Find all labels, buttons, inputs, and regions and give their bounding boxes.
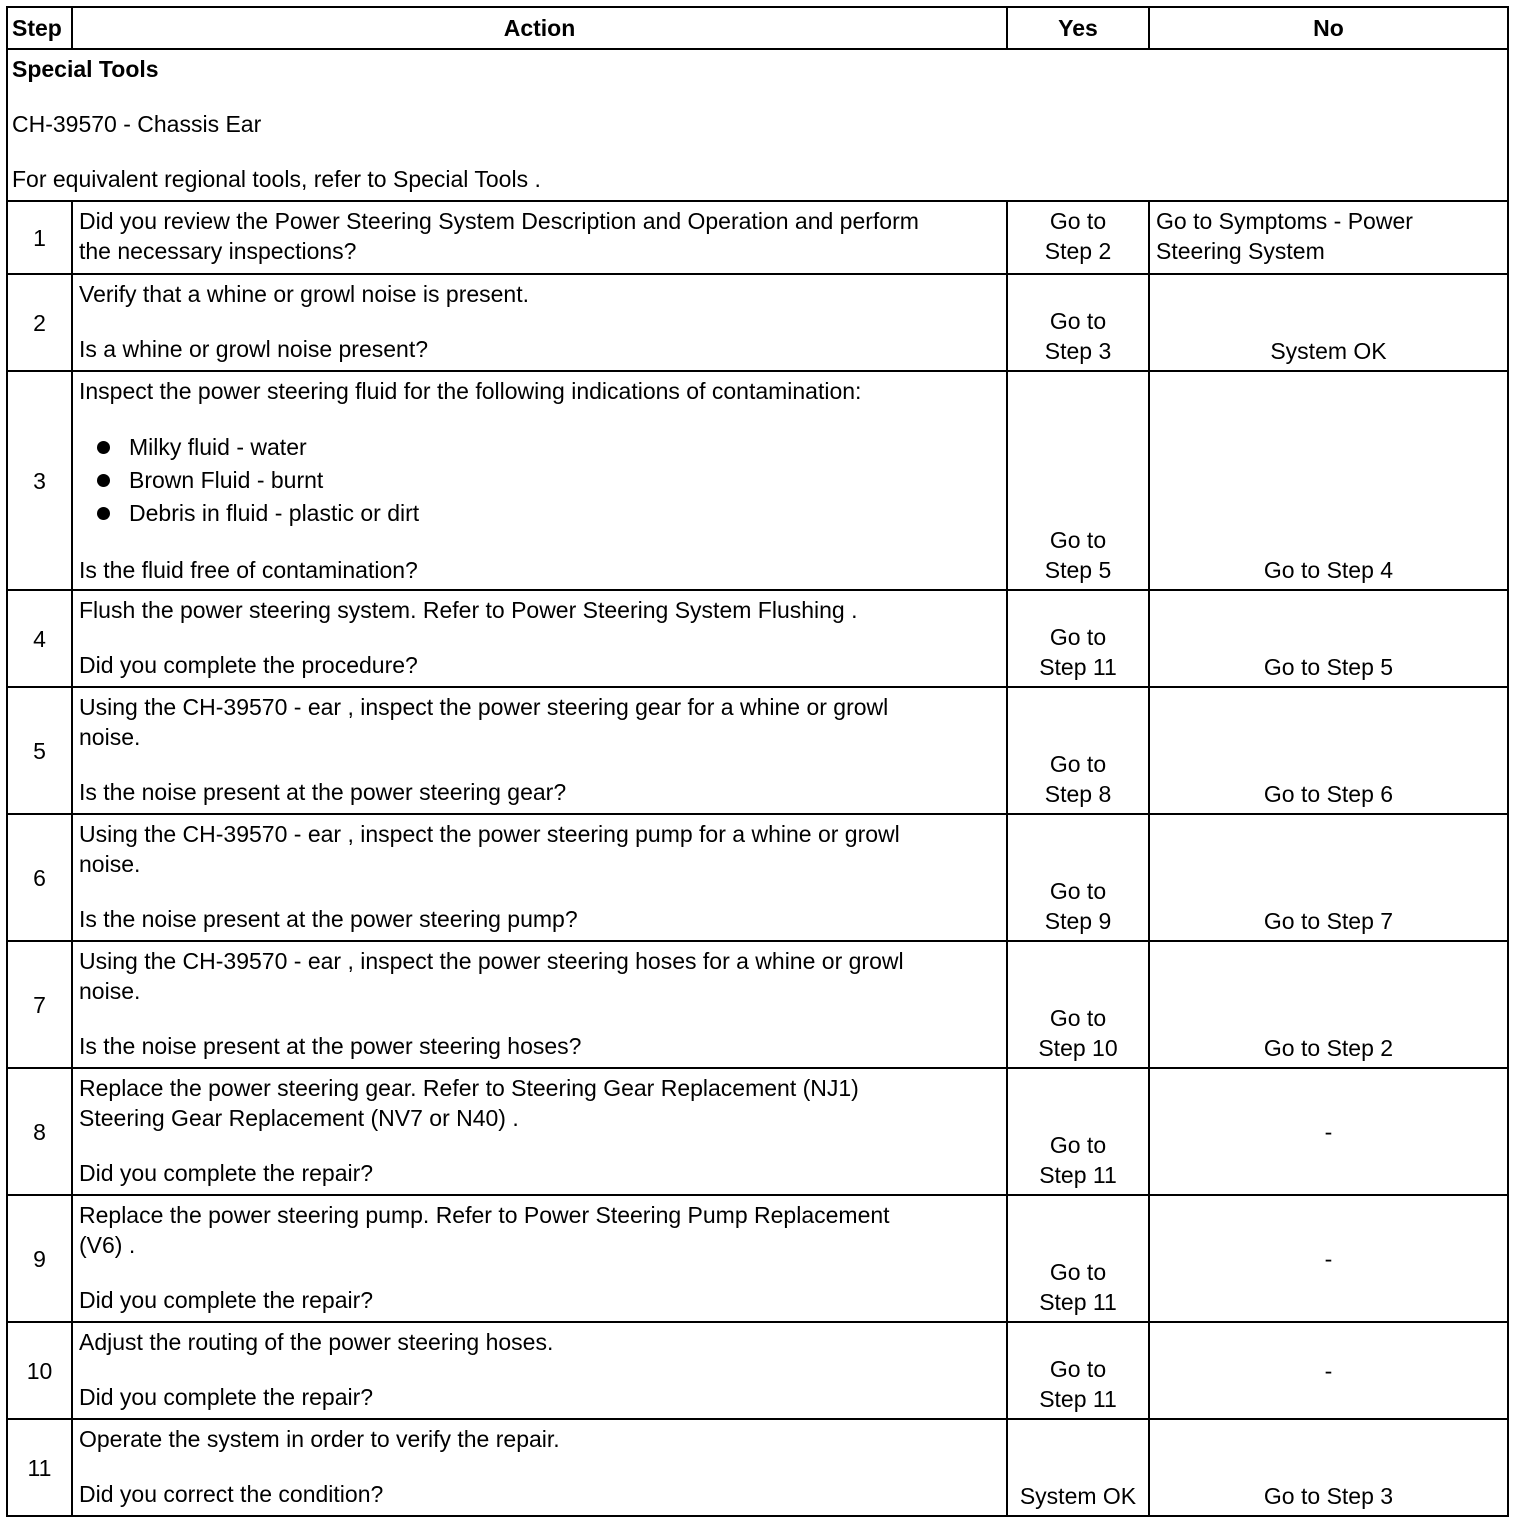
no-cell xyxy=(1149,590,1508,687)
no-text: System OK xyxy=(1270,338,1387,364)
table-row xyxy=(7,1068,1508,1195)
yes-text: Step 11 xyxy=(1039,1162,1117,1188)
no-cell xyxy=(1149,1322,1508,1419)
no-cell xyxy=(1149,371,1508,590)
action-question: Did you correct the condition? xyxy=(79,1481,384,1507)
no-text: Go to Step 2 xyxy=(1263,1035,1394,1061)
yes-cell xyxy=(1007,1419,1149,1516)
yes-text: Step 9 xyxy=(1044,908,1112,934)
table-row xyxy=(7,201,1508,274)
action-question: Did you complete the repair? xyxy=(79,1160,374,1186)
action-cell xyxy=(72,687,1007,814)
step-number: 1 xyxy=(7,201,72,274)
action-text: Using the CH-39570 - ear , inspect the power steering hoses for a whine or growl xyxy=(79,948,904,974)
yes-text: Go to xyxy=(1049,208,1107,234)
no-cell xyxy=(1149,1068,1508,1195)
table-row xyxy=(7,1419,1508,1516)
list-item xyxy=(95,431,1000,464)
yes-text: System OK xyxy=(1019,1483,1137,1509)
list-item-text: Milky fluid - water xyxy=(129,434,307,460)
diagnostic-table xyxy=(6,6,1509,1517)
special-tools-item: CH-39570 - Chassis Ear xyxy=(12,111,262,137)
action-text: Steering Gear Replacement (NV7 or N40) . xyxy=(79,1105,519,1131)
action-text: Replace the power steering pump. Refer to Power Steering Pump Replacement xyxy=(79,1202,890,1228)
yes-cell xyxy=(1007,1068,1149,1195)
bullet-icon xyxy=(97,441,110,454)
yes-text: Step 11 xyxy=(1039,1289,1117,1315)
no-text: Steering System xyxy=(1156,238,1325,264)
no-cell xyxy=(1149,201,1508,274)
action-text: Adjust the routing of the power steering hoses. xyxy=(79,1329,554,1355)
action-text: (V6) . xyxy=(79,1232,136,1258)
table-row xyxy=(7,1195,1508,1322)
header-no: No xyxy=(1149,7,1508,49)
contamination-list xyxy=(79,431,1000,530)
action-text: noise. xyxy=(79,851,141,877)
step-number: 3 xyxy=(7,371,72,590)
yes-text: Step 11 xyxy=(1039,654,1117,680)
action-cell xyxy=(72,590,1007,687)
list-item xyxy=(95,464,1000,497)
action-cell xyxy=(72,274,1007,371)
action-question: Is the noise present at the power steering hoses? xyxy=(79,1033,582,1059)
yes-text: Step 3 xyxy=(1044,338,1112,364)
yes-text: Step 10 xyxy=(1038,1035,1118,1061)
table-row xyxy=(7,687,1508,814)
yes-text: Go to xyxy=(1049,1356,1107,1382)
action-text: Did you review the Power Steering System Description and Operation and perform xyxy=(79,208,919,234)
header-action: Action xyxy=(72,7,1007,49)
special-tools-title: Special Tools xyxy=(12,56,159,82)
yes-text: Go to xyxy=(1049,878,1107,904)
special-tools-note: For equivalent regional tools, refer to Special Tools . xyxy=(12,166,541,192)
action-cell xyxy=(72,1419,1007,1516)
list-item-text: Brown Fluid - burnt xyxy=(129,467,324,493)
step-number: 4 xyxy=(7,590,72,687)
bullet-icon xyxy=(97,474,110,487)
special-tools-row xyxy=(7,49,1508,201)
header-row xyxy=(7,7,1508,49)
no-cell xyxy=(1149,1419,1508,1516)
step-number: 10 xyxy=(7,1322,72,1419)
table-row xyxy=(7,941,1508,1068)
no-cell xyxy=(1149,941,1508,1068)
no-cell xyxy=(1149,1195,1508,1322)
table-row xyxy=(7,1322,1508,1419)
action-question: Did you complete the repair? xyxy=(79,1384,374,1410)
list-item-text: Debris in fluid - plastic or dirt xyxy=(129,500,420,526)
yes-text: Go to xyxy=(1049,1005,1107,1031)
action-text: noise. xyxy=(79,978,141,1004)
no-text: Go to Step 7 xyxy=(1263,908,1394,934)
action-text: Flush the power steering system. Refer to Power Steering System Flushing . xyxy=(79,597,858,623)
no-text: Go to Step 6 xyxy=(1263,781,1394,807)
table-row xyxy=(7,274,1508,371)
table-row xyxy=(7,371,1508,590)
yes-cell xyxy=(1007,201,1149,274)
action-cell xyxy=(72,1068,1007,1195)
step-number: 11 xyxy=(7,1419,72,1516)
action-cell xyxy=(72,201,1007,274)
table-row xyxy=(7,590,1508,687)
step-number: 9 xyxy=(7,1195,72,1322)
action-cell xyxy=(72,371,1007,590)
action-cell xyxy=(72,1195,1007,1322)
step-number: 8 xyxy=(7,1068,72,1195)
action-question: Is the fluid free of contamination? xyxy=(79,557,418,583)
yes-cell xyxy=(1007,941,1149,1068)
yes-text: Go to xyxy=(1049,1132,1107,1158)
header-yes: Yes xyxy=(1007,7,1149,49)
no-text: - xyxy=(1324,1357,1333,1384)
no-text: Go to Step 4 xyxy=(1263,557,1394,583)
no-cell xyxy=(1149,274,1508,371)
action-text: Using the CH-39570 - ear , inspect the power steering gear for a whine or growl xyxy=(79,694,889,720)
yes-text: Step 2 xyxy=(1044,238,1112,264)
step-number: 7 xyxy=(7,941,72,1068)
step-number: 6 xyxy=(7,814,72,941)
special-tools-cell xyxy=(7,49,1508,201)
step-number: 2 xyxy=(7,274,72,371)
action-text: Replace the power steering gear. Refer to Steering Gear Replacement (NJ1) xyxy=(79,1075,859,1101)
yes-cell xyxy=(1007,1322,1149,1419)
action-cell xyxy=(72,1322,1007,1419)
yes-cell xyxy=(1007,687,1149,814)
yes-text: Go to xyxy=(1049,527,1107,553)
yes-cell xyxy=(1007,590,1149,687)
action-text: Inspect the power steering fluid for the following indications of contamination: xyxy=(79,378,862,404)
step-number: 5 xyxy=(7,687,72,814)
action-question: Is the noise present at the power steering pump? xyxy=(79,906,578,932)
list-item xyxy=(95,497,1000,530)
action-text: noise. xyxy=(79,724,141,750)
yes-cell xyxy=(1007,371,1149,590)
no-cell xyxy=(1149,814,1508,941)
no-text: - xyxy=(1324,1245,1333,1272)
header-step: Step xyxy=(7,7,72,49)
no-text: Go to Step 3 xyxy=(1263,1483,1394,1509)
yes-text: Go to xyxy=(1049,624,1107,650)
action-text: Using the CH-39570 - ear , inspect the power steering pump for a whine or growl xyxy=(79,821,900,847)
action-question: Is the noise present at the power steering gear? xyxy=(79,779,567,805)
action-cell xyxy=(72,941,1007,1068)
yes-cell xyxy=(1007,274,1149,371)
action-question: Did you complete the procedure? xyxy=(79,652,418,678)
no-cell xyxy=(1149,687,1508,814)
yes-text: Step 5 xyxy=(1044,557,1112,583)
yes-cell xyxy=(1007,814,1149,941)
no-text: - xyxy=(1324,1118,1333,1145)
table-row xyxy=(7,814,1508,941)
bullet-icon xyxy=(97,507,110,520)
action-text: the necessary inspections? xyxy=(79,238,357,264)
yes-text: Go to xyxy=(1049,751,1107,777)
no-text: Go to Symptoms - Power xyxy=(1156,208,1413,234)
no-text: Go to Step 5 xyxy=(1263,654,1394,680)
yes-text: Go to xyxy=(1049,308,1107,334)
yes-text: Step 11 xyxy=(1039,1386,1117,1412)
action-cell xyxy=(72,814,1007,941)
action-text: Operate the system in order to verify the repair. xyxy=(79,1426,560,1452)
yes-text: Go to xyxy=(1049,1259,1107,1285)
action-text: Verify that a whine or growl noise is present. xyxy=(79,281,530,307)
action-question: Did you complete the repair? xyxy=(79,1287,374,1313)
yes-cell xyxy=(1007,1195,1149,1322)
action-question: Is a whine or growl noise present? xyxy=(79,336,429,362)
yes-text: Step 8 xyxy=(1044,781,1112,807)
